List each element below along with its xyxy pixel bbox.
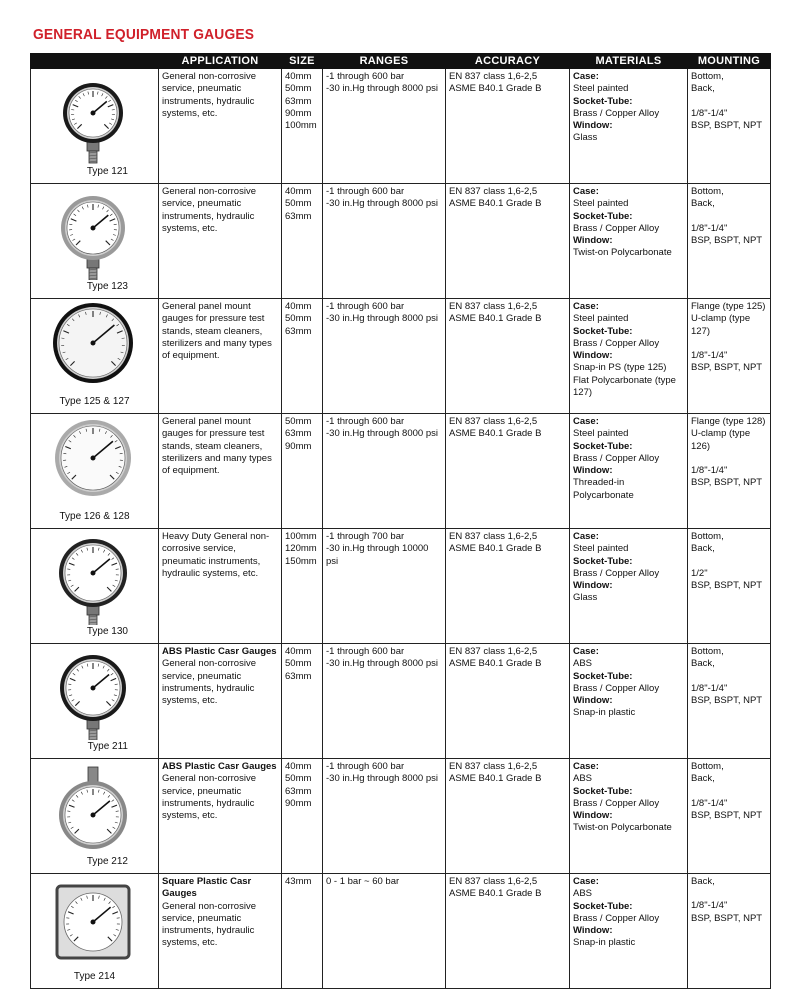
application-text: General non-corrosive service, pneumatic instruments, hydraulic systems, etc. — [162, 186, 256, 234]
size-value: 40mm — [285, 186, 312, 197]
header-image — [31, 54, 159, 69]
application-cell — [159, 874, 282, 989]
size-value: 63mm — [285, 428, 312, 440]
header-mounting: MOUNTING — [688, 54, 771, 69]
size-value: 90mm — [285, 107, 312, 119]
gauge-image-cell — [31, 529, 159, 644]
mounting-cell — [688, 69, 771, 184]
size-value: 50mm — [285, 198, 312, 210]
range-value: -30 in.Hg through 10000 psi — [326, 543, 429, 567]
socket-value: Brass / Copper Alloy — [573, 337, 660, 349]
size-value: 50mm — [285, 773, 312, 785]
window-value: Twist-on Polycarbonate — [573, 247, 672, 259]
mounting-thread-value: 1/8"-1/4" — [691, 682, 728, 694]
range-value: -1 through 600 bar — [326, 761, 405, 772]
ranges-cell — [323, 874, 446, 989]
case-label: Case: — [573, 71, 599, 82]
mounting-value: Back, — [691, 876, 715, 887]
application-text: General non-corrosive service, pneumatic instruments, hydraulic systems, etc. — [162, 773, 256, 822]
size-cell — [282, 759, 323, 874]
accuracy-value: EN 837 class 1,6-2,5 — [449, 761, 538, 772]
application-cell — [159, 69, 282, 184]
case-label: Case: — [573, 646, 599, 657]
materials-cell — [570, 414, 688, 529]
application-text: General non-corrosive service, pneumatic instruments, hydraulic systems, etc. — [162, 900, 256, 949]
header-application: APPLICATION — [159, 54, 282, 69]
application-cell — [159, 414, 282, 529]
socket-label: Socket-Tube: — [573, 900, 633, 912]
mounting-value: Bottom, — [691, 646, 724, 657]
gauge-icon — [45, 418, 145, 510]
size-value: 63mm — [285, 95, 312, 107]
window-label: Window: — [573, 580, 613, 592]
header-ranges: RANGES — [323, 54, 446, 69]
size-value: 63mm — [285, 325, 312, 337]
application-heading: ABS Plastic Casr Gauges — [162, 646, 277, 657]
range-value: -30 in.Hg through 8000 psi — [326, 428, 438, 440]
mounting-value: U-clamp (type 127) — [691, 313, 751, 337]
gauge-type-label: Type 121 — [86, 165, 128, 177]
mounting-thread-value: 1/8"-1/4" — [691, 349, 728, 361]
case-value: Steel painted — [573, 543, 629, 555]
application-heading: ABS Plastic Casr Gauges — [162, 761, 277, 772]
mounting-value: U-clamp (type 126) — [691, 428, 751, 452]
size-value: 100mm — [285, 531, 317, 542]
case-label: Case: — [573, 186, 599, 197]
materials-cell — [570, 299, 688, 414]
materials-cell — [570, 874, 688, 989]
case-label: Case: — [573, 531, 599, 542]
window-value: Twist-on Polycarbonate — [573, 822, 672, 834]
socket-value: Brass / Copper Alloy — [573, 567, 660, 579]
accuracy-value: EN 837 class 1,6-2,5 — [449, 301, 538, 312]
ranges-cell — [323, 69, 446, 184]
case-label: Case: — [573, 761, 599, 772]
size-cell — [282, 69, 323, 184]
materials-cell — [570, 529, 688, 644]
mounting-cell — [688, 529, 771, 644]
accuracy-value: ASME B40.1 Grade B — [449, 658, 542, 670]
table-row — [31, 874, 771, 989]
window-value: Snap-in PS (type 125) — [573, 362, 667, 374]
case-label: Case: — [573, 416, 599, 427]
size-value: 120mm — [285, 543, 317, 555]
window-label: Window: — [573, 465, 613, 477]
gauge-image-cell — [31, 184, 159, 299]
mounting-thread-value: BSP, BSPT, NPT — [691, 912, 763, 924]
materials-cell — [570, 69, 688, 184]
gauge-image-cell — [31, 414, 159, 529]
mounting-cell — [688, 184, 771, 299]
range-value: -30 in.Hg through 8000 psi — [326, 658, 438, 670]
window-label: Window: — [573, 695, 613, 707]
case-value: ABS — [573, 888, 593, 900]
socket-value: Brass / Copper Alloy — [573, 682, 660, 694]
mounting-thread-value: BSP, BSPT, NPT — [691, 579, 763, 591]
range-value: -30 in.Hg through 8000 psi — [326, 198, 438, 210]
gauge-image-cell — [31, 759, 159, 874]
application-text: General panel mount gauges for pressure test stands, steam cleaners, sterilizers and many types of equipment. — [162, 416, 272, 477]
gauge-type-label: Type 123 — [86, 280, 128, 292]
range-value: -30 in.Hg through 8000 psi — [326, 83, 438, 95]
accuracy-value: ASME B40.1 Grade B — [449, 888, 542, 900]
accuracy-cell — [446, 184, 570, 299]
range-value: -1 through 600 bar — [326, 71, 405, 82]
accuracy-cell — [446, 414, 570, 529]
table-row — [31, 529, 771, 644]
ranges-cell — [323, 414, 446, 529]
table-row — [31, 69, 771, 184]
size-cell — [282, 184, 323, 299]
gauge-image-cell — [31, 874, 159, 989]
gauge-type-label: Type 212 — [86, 855, 128, 867]
size-value: 63mm — [285, 785, 312, 797]
application-cell — [159, 184, 282, 299]
socket-label: Socket-Tube: — [573, 210, 633, 222]
header-materials: MATERIALS — [570, 54, 688, 69]
case-value: ABS — [573, 658, 593, 670]
header-accuracy: ACCURACY — [446, 54, 570, 69]
mounting-cell — [688, 759, 771, 874]
socket-label: Socket-Tube: — [573, 555, 633, 567]
page-title: GENERAL EQUIPMENT GAUGES — [33, 26, 255, 43]
range-value: -1 through 600 bar — [326, 646, 405, 657]
mounting-thread-value: 1/8"-1/4" — [691, 797, 728, 809]
ranges-cell — [323, 529, 446, 644]
application-cell — [159, 529, 282, 644]
application-text: General non-corrosive service, pneumatic instruments, hydraulic systems, etc. — [162, 71, 256, 119]
ranges-cell — [323, 644, 446, 759]
mounting-value: Back, — [691, 658, 715, 670]
size-value: 50mm — [285, 313, 312, 325]
socket-label: Socket-Tube: — [573, 325, 633, 337]
mounting-thread-value: 1/8"-1/4" — [691, 900, 728, 912]
accuracy-value: EN 837 class 1,6-2,5 — [449, 531, 538, 542]
application-text: General non-corrosive service, pneumatic instruments, hydraulic systems, etc. — [162, 658, 256, 707]
mounting-thread-value: BSP, BSPT, NPT — [691, 234, 763, 246]
application-text: General panel mount gauges for pressure test stands, steam cleaners, sterilizers and many types of equipment. — [162, 301, 272, 362]
size-value: 90mm — [285, 797, 312, 809]
size-cell — [282, 874, 323, 989]
accuracy-value: EN 837 class 1,6-2,5 — [449, 646, 538, 657]
mounting-thread-value: 1/8"-1/4" — [691, 222, 728, 234]
size-cell — [282, 299, 323, 414]
mounting-thread-value: 1/2" — [691, 567, 708, 579]
mounting-thread-value: BSP, BSPT, NPT — [691, 477, 763, 489]
case-value: Steel painted — [573, 313, 629, 325]
gauge-icon — [45, 188, 145, 280]
size-value: 50mm — [285, 658, 312, 670]
gauge-image-cell — [31, 644, 159, 759]
mounting-thread-value: BSP, BSPT, NPT — [691, 362, 763, 374]
size-value: 40mm — [285, 646, 312, 657]
range-value: -1 through 700 bar — [326, 531, 405, 542]
accuracy-value: ASME B40.1 Grade B — [449, 773, 542, 785]
mounting-thread-value: BSP, BSPT, NPT — [691, 809, 763, 821]
mounting-thread-value: 1/8"-1/4" — [691, 107, 728, 119]
case-value: Steel painted — [573, 428, 629, 440]
mounting-cell — [688, 299, 771, 414]
ranges-cell — [323, 759, 446, 874]
materials-cell — [570, 644, 688, 759]
window-label: Window: — [573, 235, 613, 247]
size-value: 50mm — [285, 83, 312, 95]
socket-label: Socket-Tube: — [573, 440, 633, 452]
table-row — [31, 414, 771, 529]
window-value: Glass — [573, 592, 598, 604]
accuracy-value: ASME B40.1 Grade B — [449, 428, 542, 440]
mounting-cell — [688, 414, 771, 529]
case-value: Steel painted — [573, 198, 629, 210]
range-value: -1 through 600 bar — [326, 186, 405, 197]
accuracy-cell — [446, 299, 570, 414]
application-text: Heavy Duty General non-corrosive service, pneumatic instruments, hydraulic systems, etc. — [162, 531, 270, 579]
case-label: Case: — [573, 876, 599, 887]
accuracy-value: ASME B40.1 Grade B — [449, 83, 542, 95]
case-label: Case: — [573, 301, 599, 312]
gauge-type-label: Type 130 — [86, 625, 128, 637]
gauge-image-cell — [31, 69, 159, 184]
size-value: 43mm — [285, 876, 312, 887]
mounting-value: Back, — [691, 773, 715, 785]
application-cell — [159, 299, 282, 414]
mounting-cell — [688, 644, 771, 759]
header-size: SIZE — [282, 54, 323, 69]
accuracy-value: EN 837 class 1,6-2,5 — [449, 416, 538, 427]
size-value: 40mm — [285, 761, 312, 772]
socket-value: Brass / Copper Alloy — [573, 107, 660, 119]
gauge-type-label: Type 126 & 128 — [59, 510, 130, 522]
socket-label: Socket-Tube: — [573, 670, 633, 682]
size-value: 150mm — [285, 555, 317, 567]
size-value: 63mm — [285, 670, 312, 682]
window-value: Threaded-in Polycarbonate — [573, 477, 634, 501]
mounting-thread-value: BSP, BSPT, NPT — [691, 694, 763, 706]
materials-cell — [570, 184, 688, 299]
mounting-thread-value: BSP, BSPT, NPT — [691, 119, 763, 131]
application-cell — [159, 644, 282, 759]
gauge-type-label: Type 211 — [87, 740, 128, 752]
application-cell — [159, 759, 282, 874]
window-value: Snap-in plastic — [573, 707, 636, 719]
mounting-value: Bottom, — [691, 531, 724, 542]
accuracy-cell — [446, 644, 570, 759]
accuracy-cell — [446, 529, 570, 644]
accuracy-value: ASME B40.1 Grade B — [449, 313, 542, 325]
mounting-value: Back, — [691, 198, 715, 210]
size-cell — [282, 414, 323, 529]
accuracy-cell — [446, 69, 570, 184]
window-label: Window: — [573, 120, 613, 132]
table-row — [31, 644, 771, 759]
size-value: 40mm — [285, 71, 312, 82]
mounting-value: Flange (type 125) — [691, 301, 766, 312]
size-value: 50mm — [285, 416, 312, 427]
accuracy-value: EN 837 class 1,6-2,5 — [449, 71, 538, 82]
header-row — [31, 54, 771, 69]
size-cell — [282, 644, 323, 759]
application-heading: Square Plastic Casr Gauges — [162, 876, 252, 900]
accuracy-cell — [446, 874, 570, 989]
socket-label: Socket-Tube: — [573, 785, 633, 797]
gauge-icon — [45, 533, 145, 625]
range-value: -1 through 600 bar — [326, 416, 405, 427]
size-value: 63mm — [285, 210, 312, 222]
gauge-type-label: Type 214 — [73, 970, 116, 982]
table-row — [31, 299, 771, 414]
window-value: Flat Polycarbonate (type 127) — [573, 374, 676, 399]
case-value: Steel painted — [573, 83, 629, 95]
size-cell — [282, 529, 323, 644]
accuracy-value: EN 837 class 1,6-2,5 — [449, 186, 538, 197]
range-value: 0 - 1 bar ~ 60 bar — [326, 876, 400, 887]
window-label: Window: — [573, 810, 613, 822]
gauge-type-label: Type 125 & 127 — [59, 395, 130, 407]
socket-label: Socket-Tube: — [573, 95, 633, 107]
mounting-value: Flange (type 128) — [691, 416, 766, 427]
window-value: Snap-in plastic — [573, 937, 636, 949]
mounting-value: Bottom, — [691, 71, 724, 82]
materials-cell — [570, 759, 688, 874]
range-value: -30 in.Hg through 8000 psi — [326, 313, 438, 325]
accuracy-value: ASME B40.1 Grade B — [449, 543, 542, 555]
socket-value: Brass / Copper Alloy — [573, 797, 660, 809]
case-value: ABS — [573, 773, 593, 785]
gauge-icon — [45, 763, 145, 855]
mounting-cell — [688, 874, 771, 989]
size-value: 90mm — [285, 440, 312, 452]
window-label: Window: — [573, 350, 613, 362]
gauge-icon — [45, 648, 145, 740]
gauge-image-cell — [31, 299, 159, 414]
mounting-value: Bottom, — [691, 761, 724, 772]
gauge-icon — [45, 73, 145, 165]
mounting-value: Back, — [691, 543, 715, 555]
accuracy-value: ASME B40.1 Grade B — [449, 198, 542, 210]
window-value: Glass — [573, 132, 598, 144]
socket-value: Brass / Copper Alloy — [573, 222, 660, 234]
gauge-icon — [45, 878, 145, 970]
mounting-value: Back, — [691, 83, 715, 95]
range-value: -1 through 600 bar — [326, 301, 405, 312]
socket-value: Brass / Copper Alloy — [573, 452, 660, 464]
gauge-table — [30, 53, 771, 989]
size-value: 40mm — [285, 301, 312, 312]
ranges-cell — [323, 184, 446, 299]
accuracy-value: EN 837 class 1,6-2,5 — [449, 876, 538, 887]
window-label: Window: — [573, 925, 613, 937]
accuracy-cell — [446, 759, 570, 874]
mounting-value: Bottom, — [691, 186, 724, 197]
gauge-icon — [45, 303, 145, 395]
mounting-thread-value: 1/8"-1/4" — [691, 464, 728, 476]
range-value: -30 in.Hg through 8000 psi — [326, 773, 438, 785]
table-row — [31, 184, 771, 299]
ranges-cell — [323, 299, 446, 414]
size-value: 100mm — [285, 120, 317, 132]
socket-value: Brass / Copper Alloy — [573, 912, 660, 924]
table-row — [31, 759, 771, 874]
